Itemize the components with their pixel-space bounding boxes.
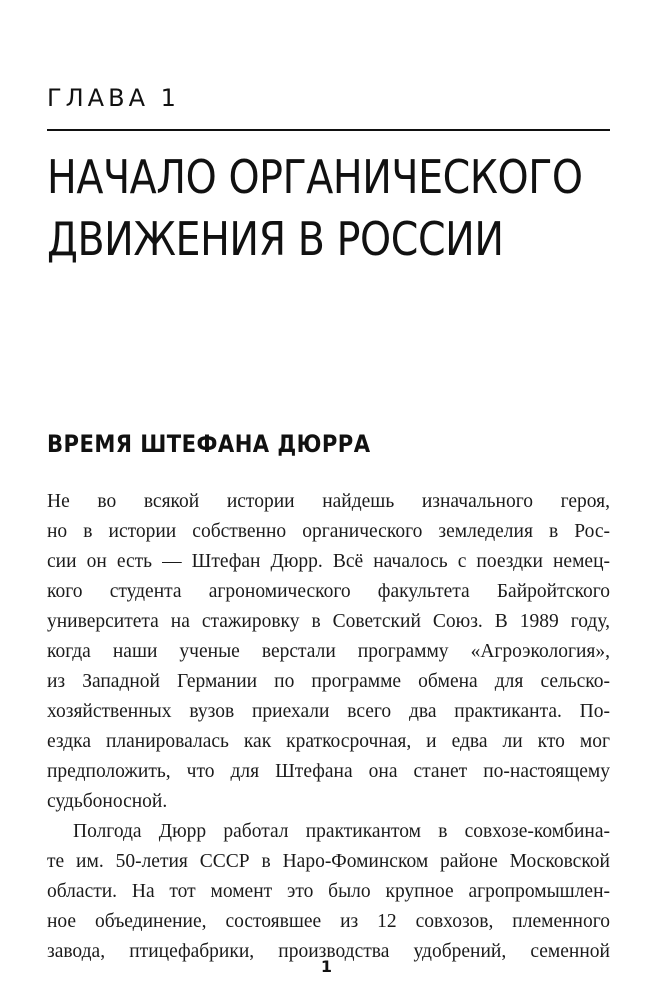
text-line: те им. 50-летия СССР в Наро-Фоминском районе Московской xyxy=(47,851,610,872)
text-line: университета на стажировку в Советский Союз. В 1989 году, xyxy=(47,611,610,632)
text-line: ное объединение, состоявшее из 12 совхозов, племенного xyxy=(47,911,610,932)
page-number: 1 xyxy=(320,957,333,976)
section-heading: ВРЕМЯ ШТЕФАНА ДЮРРА xyxy=(47,430,371,458)
chapter-title-line-2: ДВИЖЕНИЯ В РОССИИ xyxy=(47,212,504,266)
text-line: но в истории собственно органического земледелия в Рос- xyxy=(47,521,610,542)
text-line: Полгода Дюрр работал практикантом в совхозе-комбина- xyxy=(73,821,610,842)
text-line: сии он есть — Штефан Дюрр. Всё началось с поездки немец- xyxy=(47,551,610,572)
text-line: предположить, что для Штефана она станет по-настоящему xyxy=(47,761,610,782)
text-line: хозяйственных вузов приехали всего два практиканта. По- xyxy=(47,701,610,722)
paragraph-2 xyxy=(47,817,610,967)
text-line: ездка планировалась как краткосрочная, и едва ли кто мог xyxy=(47,731,610,752)
text-line: области. На тот момент это было крупное агропромышлен- xyxy=(47,881,610,902)
text-line: судьбоносной. xyxy=(47,791,168,812)
text-line: из Западной Германии по программе обмена для сельско- xyxy=(47,671,610,692)
chapter-divider xyxy=(47,129,610,131)
text-line: Не во всякой истории найдешь изначального героя, xyxy=(47,491,610,512)
text-line: кого студента агрономического факультета Байройтского xyxy=(47,581,610,602)
chapter-title xyxy=(47,146,606,270)
text-line: когда наши ученые верстали программу «Агроэкология», xyxy=(47,641,610,662)
chapter-label: ГЛАВА 1 xyxy=(47,84,180,112)
body-text xyxy=(47,487,610,967)
text-line: завода, птицефабрики, производства удобрений, семенной xyxy=(47,941,610,962)
chapter-title-line-1: НАЧАЛО ОРГАНИЧЕСКОГО xyxy=(47,150,583,204)
paragraph-1 xyxy=(47,487,610,817)
